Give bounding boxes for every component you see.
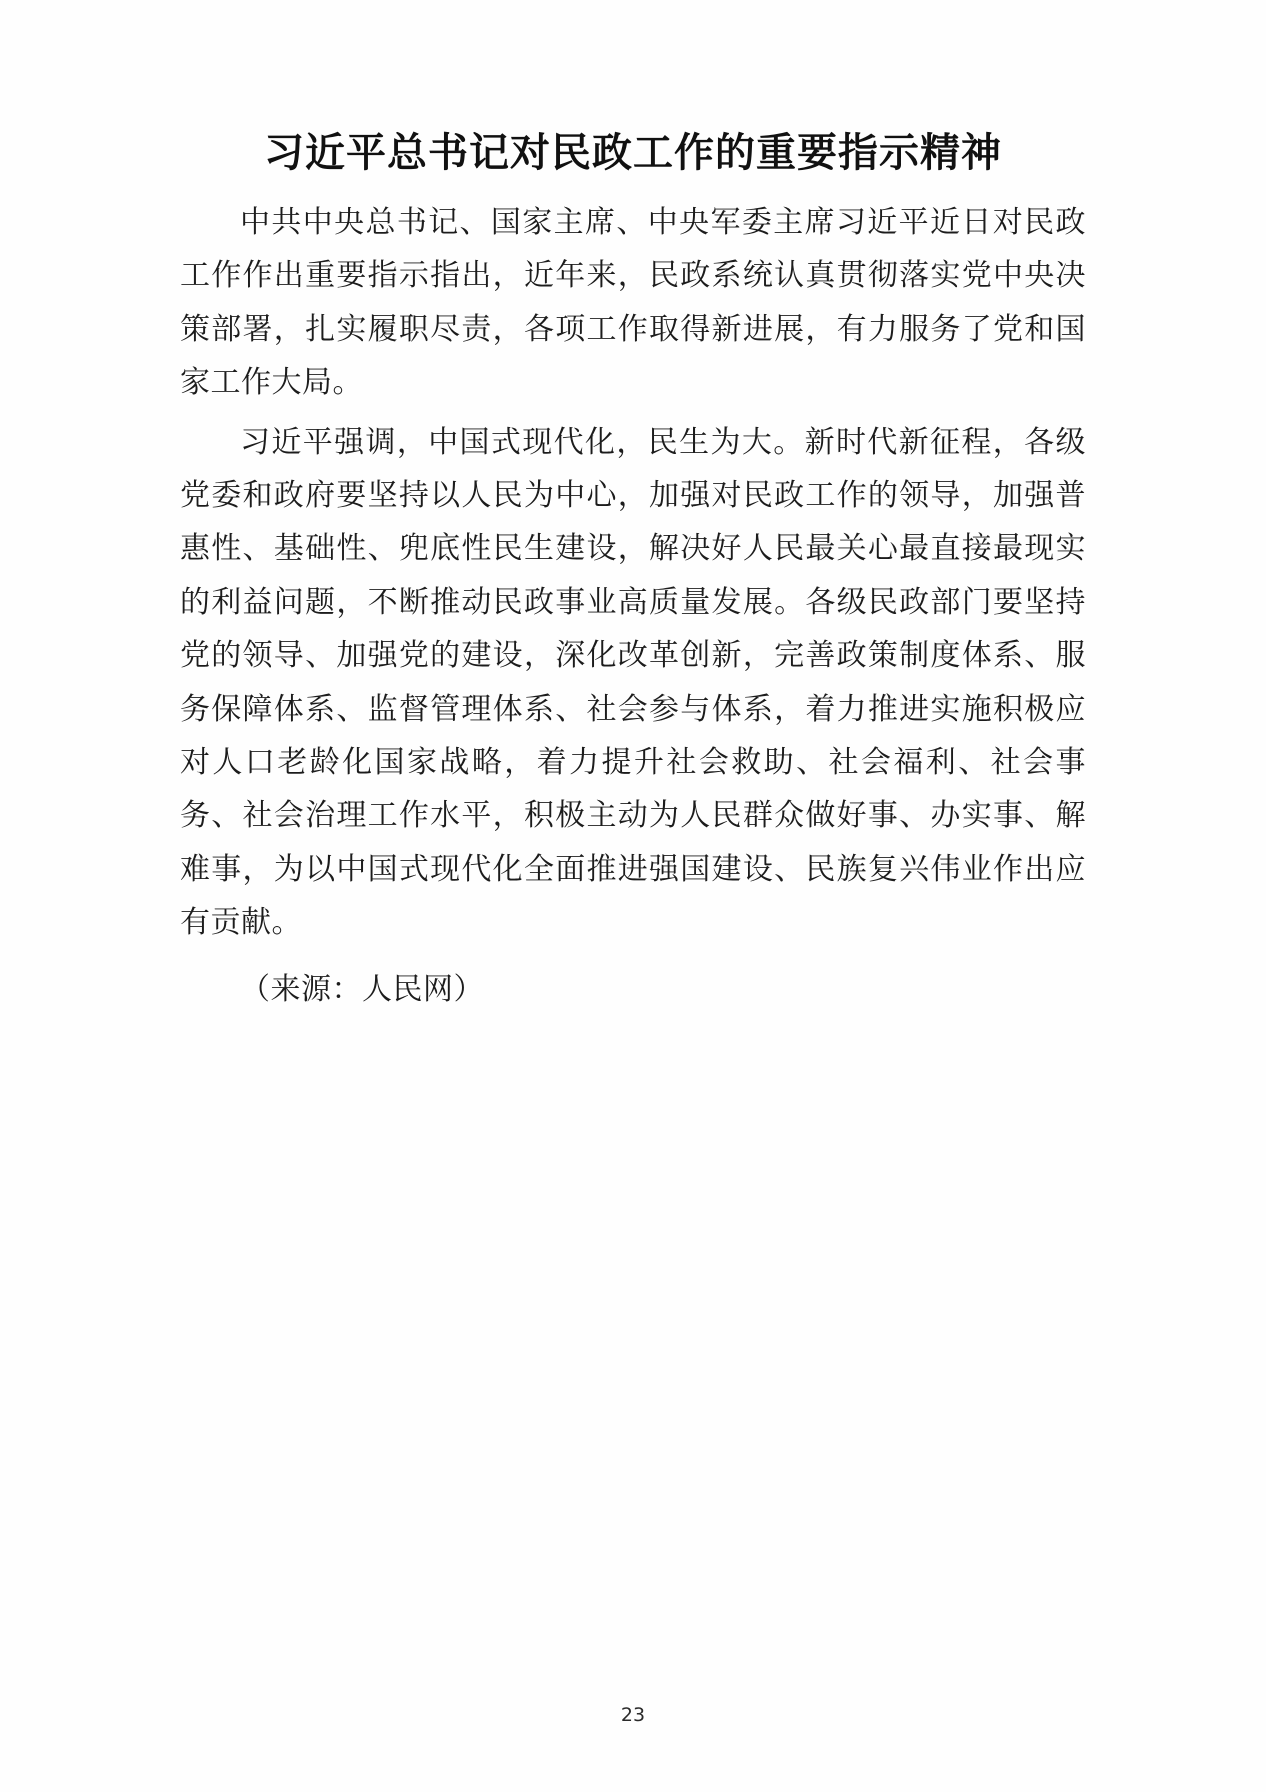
page-number: 23 (620, 1704, 646, 1726)
paragraph-2: 习近平强调，中国式现代化，民生为大。新时代新征程，各级党委和政府要坚持以人民为中心，加强对民政工作的领导，加强普惠性、基础性、兜底性民生建设，解决好人民最关心最直接最现实的利益问题，不断推动民政事业高质量发展。各级民政部门要坚持党的领导、加强党的建设，深化改革创新，完善政策制度体系、服务保障体系、监督管理体系、社会参与体系，着力推进实施积极应对人口老龄化国家战略，着力提升社会救助、社会福利、社会事务、社会治理工作水平，积极主动为人民群众做好事、办实事、解难事，为以中国式现代化全面推进强国建设、民族复兴伟业作出应有贡献。 (180, 424, 1086, 941)
document-body (180, 128, 1086, 1047)
paragraph-1: 中共中央总书记、国家主席、中央军委主席习近平近日对民政工作作出重要指示指出，近年来，民政系统认真贯彻落实党中央决策部署，扎实履职尽责，各项工作取得新进展，有力服务了党和国家工作大局。 (180, 205, 1086, 401)
source-attribution: （来源：人民网） (240, 972, 484, 1008)
page-title: 习近平总书记对民政工作的重要指示精神 (264, 129, 1002, 176)
